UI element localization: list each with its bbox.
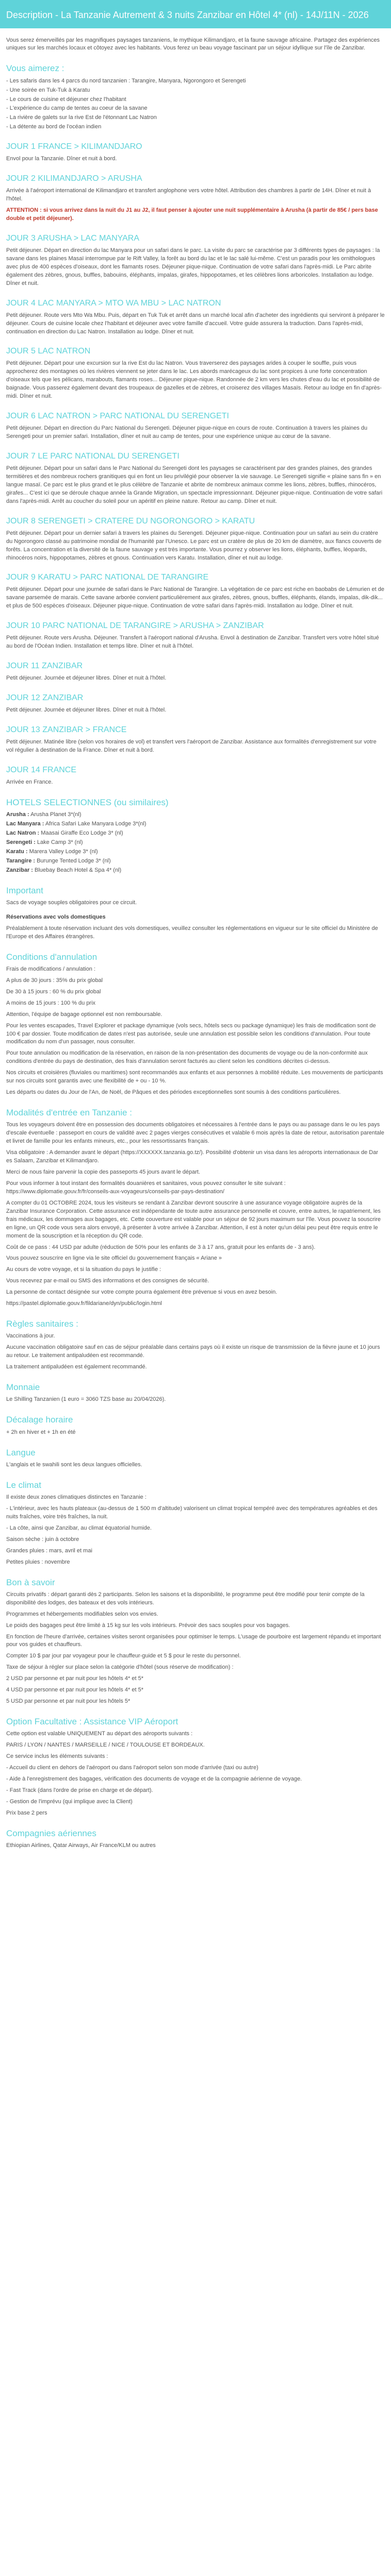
entry-paragraph: Visa obligatoire : A demander avant le départ (https://XXXXXX.tanzania.go.tz/). Possibilité d'obtenir un visa dans les aéroports internationaux de Dar es Salaam, Zanzibar et Kilimandjaro. [6, 1149, 378, 1164]
airlines-title: Compagnies aériennes [6, 1828, 96, 1838]
hotel-item [6, 839, 385, 847]
climate-title: Le climat [6, 1480, 42, 1490]
health-line: Vaccinations à jour. [6, 1333, 55, 1340]
vip-title: Option Facultative : Assistance VIP Aéroport [6, 1717, 178, 1727]
day-title: JOUR 2 KILIMANDJARO > ARUSHA [6, 174, 142, 183]
climate-paragraph: - L'intérieur, avec les hauts plateaux (au-dessus de 1 500 m d'altitude) valorisent un climat tropical tempéré avec des températures agréables et des nuits fraîches, voire très fraîches, la nuit. [6, 1505, 378, 1520]
day-text: Petit déjeuner. Route vers Arusha. Déjeuner. Transfert à l'aéroport national d'Arusha. Envol à destination de Zanzibar. Transfert vers votre hôtel situé au bord de l'Océan Indien. Installation et temps libre. Dîner et nuit à l'hôtel. [6, 635, 379, 650]
hotel-name: Arusha Planet 3*(nl) [30, 811, 82, 818]
conditions-paragraph: Pour toute annulation ou modification de la réservation, en raison de la non-présentation des documents de voyage ou de la non-conformité aux conditions d'entrée du pays de destination, des frais d'annulation seront facturés au client selon les conditions décrites ci-dessus. [6, 1050, 368, 1065]
day-text: Petit déjeuner. Journée et déjeuner libres. Dîner et nuit à l'hôtel. [6, 707, 167, 714]
hotel-item [6, 820, 385, 828]
hotel-location: Lac Manyara : [6, 821, 44, 827]
conditions-paragraph: Nos circuits et croisières (fluviales ou maritimes) sont recommandés aux enfants et aux personnes à mobilité réduite. Les mouvements de participants sur nos circuits sont garantis avec une flexibilité de + ou - 10 %. [6, 1070, 383, 1084]
day-title: JOUR 10 PARC NATIONAL DE TARANGIRE > ARUSHA > ZANZIBAR [6, 621, 264, 631]
page-header [0, 0, 391, 28]
advantage-item: - La détente au bord de l'océan indien [6, 124, 102, 130]
hotels-list [6, 811, 385, 875]
vip-paragraph: - Accueil du client en dehors de l'aéroport ou dans l'aéroport selon son mode d'arrivée (taxi ou autre) [6, 1765, 258, 1771]
day-title: JOUR 14 FRANCE [6, 765, 77, 774]
conditions-line: Frais de modifications / annulation : [6, 965, 96, 972]
day-title: JOUR 12 ZANZIBAR [6, 693, 84, 703]
day-text: Petit déjeuner. Départ en direction du lac Manyara pour un safari dans le parc. La visite du parc se caractérise par 3 différents types de paysages : la savane dans les plaines Masaï interrompue par le Rift Valley, la forêt au bord du lac et le lac salé lui-même. C'est un paradis pour les ornithologues avec plus de 400 espèces d'oiseaux, dont les flamants roses. Déjeuner pique-nique. Continuation de votre safari dans l'après-midi. Le Parc abrite également des zèbres, gnous, buffles, babouins, éléphants, impalas, girafes, hippopotames, et les célèbres lions arboricoles. Installation au lodge. Dîner et nuit. [6, 247, 380, 286]
entry-paragraph: Vous recevrez par e-mail ou SMS des informations et des consignes de sécurité. [6, 1278, 209, 1284]
tips-paragraph: 2 USD par personne et par nuit pour les hôtels 4* et 5* [6, 1675, 143, 1682]
conditions-paragraphs [6, 1022, 385, 1097]
vip-paragraph: - Gestion de l'imprévu (qui implique avec la Client) [6, 1798, 133, 1805]
language-title: Langue [6, 1447, 36, 1458]
advantage-item: - Une soirée en Tuk-Tuk à Karatu [6, 87, 90, 93]
entry-paragraph: Coût de ce pass : 44 USD par adulte (réduction de 50% pour les enfants de 3 à 17 ans, gratuit pour les enfants de - 3 ans). [6, 1244, 316, 1250]
hotel-item [6, 867, 385, 875]
tips-title: Bon à savoir [6, 1577, 55, 1587]
important-text: Sacs de voyage souples obligatoires pour ce circuit. [6, 899, 137, 906]
entry-paragraphs [6, 1121, 385, 1308]
hotel-item [6, 857, 385, 866]
day-title: JOUR 3 ARUSHA > LAC MANYARA [6, 233, 139, 243]
tips-paragraph: Circuits privatifs : départ garanti dès 2 participants. Selon les saisons et la disponibilité, le programme peut être modifié pour tenir compte de la disponibilité des lodges, des bateaux et des vols intérieurs. [6, 1591, 365, 1606]
day-text: Arrivée à l'aéroport international de Kilimandjaro et transfert anglophone vers votre hôtel. Attribution des chambres à partir de 14H. Dîner et nuit à l'hôtel. [6, 188, 371, 202]
conditions-line: A plus de 30 jours : 35% du prix global [6, 977, 103, 984]
vip-paragraph: - Aide à l'enregistrement des bagages, vérification des documents de voyage et de la compagnie aérienne de voyage. [6, 1776, 302, 1783]
health-title: Règles sanitaires : [6, 1319, 78, 1329]
entry-paragraph: Tous les voyageurs doivent être en possession des documents obligatoires et nécessaires à l'entrée dans le pays ou au passage dans le ou les pays d'escale éventuelle : passeport en cours de validité avec 2 pages vierges consécutives et valable 6 mois après la date de retour, autorisation parentale et livret de famille pour les enfants mineurs, etc., pour les ressortissants français. [6, 1122, 384, 1145]
page-title: Description - La Tanzanie Autrement & 3 nuits Zanzibar en Hôtel 4* (nl) - 14J/11N - 2026 [6, 10, 369, 20]
advantages-title: Vous aimerez : [6, 63, 64, 74]
hotel-name: Marera Valley Lodge 3* (nl) [29, 848, 98, 855]
health-line: Aucune vaccination obligatoire sauf en cas de séjour préalable dans certains pays où il existe un risque de transmission de la fièvre jaune et 10 jours au retour. Le traitement antipaludéen est recommandé. [6, 1344, 380, 1359]
vip-paragraph: Prix base 2 pers [6, 1809, 47, 1816]
day-title: JOUR 9 KARATU > PARC NATIONAL DE TARANGIRE [6, 573, 209, 582]
currency-text: Le Shilling Tanzanien (1 euro = 3060 TZS base au 20/04/2026). [6, 1396, 166, 1403]
conditions-line: A moins de 15 jours : 100 % du prix [6, 999, 96, 1006]
tips-paragraphs [6, 1591, 385, 1706]
conditions-paragraph: Pour les ventes escapades, Travel Explorer et package dynamique (vols secs, hôtels secs ou package dynamique) les frais de modification sont de 100 € par dossier. Toute modification de dates n'est pas autorisée, seule une annulation est possible selon les conditions d'annulation. Pour toute modification du nom d'un passager, nous consulter. [6, 1022, 376, 1045]
day-title: JOUR 13 ZANZIBAR > FRANCE [6, 725, 127, 734]
airlines-text: Ethiopian Airlines, Qatar Airways, Air France/KLM ou autres [6, 1842, 156, 1849]
day-title: JOUR 8 SERENGETI > CRATERE DU NGORONGORO > KARATU [6, 516, 255, 526]
day-text: Envol pour la Tanzanie. Dîner et nuit à bord. [6, 156, 117, 162]
intro-text: Vous serez émerveillés par les magnifiques paysages tanzaniens, le mythique Kilimandjaro, et la faune sauvage africaine. Partagez des expériences uniques sur les marchés locaux et côtoyez avec les habitants. Vous ferez un beau voyage fascinant par un séjour idyllique sur l'île de Zanzibar. [6, 37, 380, 52]
reservations-text: Préalablement à toute réservation incluant des vols domestiques, veuillez consulter les réglementations en vigueur sur le site officiel du Ministère de l'Europe et des Affaires étrangères. [6, 925, 378, 940]
day-text: Petit déjeuner. Départ pour un safari dans le Parc National du Serengeti dont les paysages se caractérisent par des grandes plaines, des grandes termitières et des nombreux rochers granitiques qui en font un lieu privilégié pour observer la vie sauvage. Le Serengeti signifie « plaine sans fin » en langue masaï. Ce parc est le plus grand et le plus célèbre de Tanzanie et abrite de nombreux animaux comme les lions, zèbres, buffles, rhinocéros, girafes... C'est ici que se déroule chaque année la Grande Migration, un spectacle impressionnant. Déjeuner pique-nique. Continuation de votre safari dans l'après-midi. Arrêt au coucher du soleil pour un apéritif en pleine nature. Retour au camp. Dîner et nuit. [6, 465, 383, 504]
day-text: Petit déjeuner. Départ pour une journée de safari dans le Parc National de Tarangire. La végétation de ce parc est riche en baobabs de Lémurien et de savane parsemée de marais. Cette savane arborée convient particulièrement aux girafes, zèbres, gnous, buffles, éléphants, élands, impalas, dik-dik... et plus de 500 espèces d'oiseaux. Déjeuner pique-nique. Continuation de votre safari dans l'après-midi. Installation au lodge. Dîner et nuit. [6, 586, 384, 609]
day-text: Petit déjeuner. Départ pour un dernier safari à travers les plaines du Serengeti. Déjeuner pique-nique. Continuation pour un safari au sein du cratère du Ngorongoro classé au patrimoine mondial de l'humanité par l'Unesco. Le parc est un cratère de plus de 20 km de diamètre, aux flancs couverts de forêts. La concentration et la diversité de la faune sauvage y est très importante. Vous pourrez y observer les lions, éléphants, buffles, léopards, rhinocéros noirs, hippopotames, zèbres et gnous. Continuation vers Karatu. Installation, dîner et nuit au lodge. [6, 530, 382, 561]
entry-paragraph: Au cours de votre voyage, et si la situation du pays le justifie : [6, 1266, 161, 1273]
entry-title: Modalités d'entrée en Tanzanie : [6, 1108, 132, 1118]
entry-paragraph: Merci de nous faire parvenir la copie des passeports 45 jours avant le départ. [6, 1169, 201, 1175]
hotel-location: Karatu : [6, 848, 28, 855]
conditions-line: De 30 à 15 jours : 60 % du prix global [6, 988, 101, 995]
tips-paragraph: En fonction de l'heure d'arrivée, certaines visites seront organisées pour optimiser le temps. L'usage de pourboire est largement répandu et important pour vos guides et chauffeurs. [6, 1633, 381, 1648]
hotels-title: HOTELS SELECTIONNES (ou similaires) [6, 797, 169, 807]
content [0, 28, 391, 1864]
climate-paragraph: Il existe deux zones climatiques distinctes en Tanzanie : [6, 1494, 146, 1500]
hotel-name: Lake Camp 3* (nl) [37, 839, 83, 845]
health-line: La traitement antipaludéen est également recommandé. [6, 1364, 147, 1370]
hotel-name: Maasai Giraffe Eco Lodge 3* (nl) [41, 829, 123, 836]
vip-paragraph: - Fast Track (dans l'ordre de prise en charge et de départ). [6, 1787, 153, 1793]
advantage-item: - La rivière de galets sur la rive Est de l'étonnant Lac Natron [6, 114, 157, 121]
advantage-item: - Le cours de cuisine et déjeuner chez l'habitant [6, 96, 126, 103]
vip-paragraphs [6, 1730, 385, 1818]
hotel-name: Bluebay Beach Hotel & Spa 4* (nl) [35, 867, 122, 873]
hotel-name: Burunge Tented Lodge 3* (nl) [37, 857, 111, 864]
hotel-location: Zanzibar : [6, 867, 33, 873]
hotel-item [6, 848, 385, 856]
day-title: JOUR 5 LAC NATRON [6, 347, 91, 356]
hotel-item [6, 829, 385, 838]
day-title: JOUR 7 LE PARC NATIONAL DU SERENGETI [6, 452, 180, 461]
day-title: JOUR 4 LAC MANYARA > MTO WA MBU > LAC NATRON [6, 298, 221, 308]
hotel-location: Serengeti : [6, 839, 36, 845]
tips-paragraph: Compter 10 $ par jour par voyageur pour le chauffeur-guide et 5 $ pour le reste du personnel. [6, 1653, 241, 1659]
tips-paragraph: Taxe de séjour à régler sur place selon la catégorie d'hôtel (sous réserve de modification) : [6, 1664, 234, 1671]
advantages-list [6, 77, 385, 132]
advantage-item: - L'expérience du camp de tentes au coeur de la savane [6, 105, 148, 112]
day-title: JOUR 6 LAC NATRON > PARC NATIONAL DU SERENGETI [6, 412, 229, 421]
conditions-title: Conditions d'annulation [6, 952, 97, 962]
vip-paragraph: Ce service inclus les éléments suivants : [6, 1753, 108, 1760]
day-text: Petit déjeuner. Journée et déjeuner libres. Dîner et nuit à l'hôtel. [6, 675, 167, 682]
conditions-paragraph: Les départs ou dates du Jour de l'An, de Noël, de Pâques et des périodes exceptionnelles sont soumis à des conditions particulières. [6, 1089, 341, 1096]
hotel-location: Lac Natron : [6, 829, 40, 836]
reservations-title: Réservations avec vols domestiques [6, 913, 106, 920]
day-text: Petit déjeuner. Départ pour une excursion sur la rive Est du lac Natron. Vous traverserez des paysages arides à couper le souffle, puis vous approcherez des montagnes où les rivières viennent se jeter dans le lac. Les abords marécageux du lac sont propices à une forte concentration d'oiseaux tels que les pélicans, marabouts, flamants roses... Déjeuner pique-nique. Randonnée de 2 km vers les chutes d'eau du lac et possibilité de baignade. Vous passerez également devant des troupeaux de gazelles et de zèbres, et croiserez des villages Masaïs. Retour au lodge en fin d'après-midi. Dîner et nuit. [6, 360, 382, 400]
vip-paragraph: Cette option est valable UNIQUEMENT au départ des aéroports suivants : [6, 1731, 193, 1737]
tips-paragraph: 5 USD par personne et par nuit pour les hôtels 5* [6, 1698, 131, 1705]
entry-paragraph: Vous pouvez souscrire en ligne via le site officiel du gouvernement français « Ariane » [6, 1255, 222, 1262]
currency-title: Monnaie [6, 1382, 40, 1393]
climate-paragraph: Petites pluies : novembre [6, 1558, 70, 1565]
conditions-line: Attention, l'équipe de bagage optionnel est non remboursable. [6, 1011, 162, 1018]
timezone-text: + 2h en hiver et + 1h en été [6, 1429, 76, 1435]
day-text: Petit déjeuner. Départ en direction du Parc National du Serengeti. Déjeuner pique-nique en cours de route. Continuation à travers les plaines du Serengeti pour un premier safari. Installation, dîner et nuit au camp de tentes, pour une expérience unique au cœur de la savane. [6, 425, 368, 440]
hotel-location: Arusha : [6, 811, 29, 818]
entry-paragraph: Pour vous informer à tout instant des formalités douanières et sanitaires, vous pouvez consulter le site suivant : https://www.diplomatie.gouv.fr/fr/conseils-aux-voyageurs/conseils-par-pays-destination/ [6, 1180, 286, 1195]
day-text: Petit déjeuner. Matinée libre (selon vos horaires de vol) et transfert vers l'aéroport de Zanzibar. Assistance aux formalités d'enregistrement sur votre vol régulier à destination de la France. Dîner et nuit à bord. [6, 739, 377, 753]
day-warning: ATTENTION : si vous arrivez dans la nuit du J1 au J2, il faut penser à ajouter une nuit supplémentaire à Arusha (à partir de 85€ / pers base double et petit déjeuner). [6, 207, 378, 222]
conditions-lines [6, 965, 385, 1019]
climate-paragraph: Saison sèche : juin à octobre [6, 1536, 79, 1543]
advantage-item: - Les safaris dans les 4 parcs du nord tanzanien : Tarangire, Manyara, Ngorongoro et Serengeti [6, 77, 246, 84]
itinerary [6, 142, 385, 787]
important-title: Important [6, 885, 43, 895]
timezone-title: Décalage horaire [6, 1415, 73, 1425]
hotel-item [6, 811, 385, 819]
entry-paragraph: La personne de contact désignée sur votre compte pourra également être prévenue si vous en avez besoin. [6, 1289, 278, 1296]
health-lines [6, 1332, 385, 1371]
tips-paragraph: 4 USD par personne et par nuit pour les hôtels 4* et 5* [6, 1687, 143, 1693]
day-title: JOUR 11 ZANZIBAR [6, 662, 83, 671]
day-text: Petit déjeuner. Route vers Mto Wa Mbu. Puis, départ en Tuk Tuk et arrêt dans un marché local afin d'acheter des ingrédients qui serviront à préparer le déjeuner. Cours de cuisine locale chez l'habitant et déjeuner avec votre famille d'accueil. Votre guide assurera la traduction. Dans l'après-midi, continuation en direction du Lac Natron. Installation au lodge. Dîner et nuit. [6, 312, 385, 335]
climate-paragraph: Grandes pluies : mars, avril et mai [6, 1547, 92, 1554]
vip-paragraph: PARIS / LYON / NANTES / MARSEILLE / NICE / TOULOUSE ET BORDEAUX. [6, 1742, 205, 1749]
entry-paragraph: A compter du 01 OCTOBRE 2024, tous les visiteurs se rendant à Zanzibar devront souscrire à une assurance voyage obligatoire auprès de la Zanzibar Insurance Corporation. Cette assurance est indépendante de toute autre assurance personnelle et couvre, entre autres, le rapatriement, les frais médicaux, les dommages aux bagages, etc. Cette couverture est valable pour un séjour de 92 jours maximum sur l'île. Vous pouvez la souscrire en ligne, un QR code vous sera alors envoyé, à présenter à votre arrivée à Zanzibar. Attention, il est à noter qu'un délai peu peut être requis entre le moment de la souscription et la réception du QR code. [6, 1199, 381, 1239]
language-text: L'anglais et le swahili sont les deux langues officielles. [6, 1461, 142, 1468]
entry-paragraph: https://pastel.diplomatie.gouv.fr/fildariane/dyn/public/login.html [6, 1300, 162, 1307]
day-title: JOUR 1 FRANCE > KILIMANDJARO [6, 142, 142, 151]
tips-paragraph: Le poids des bagages peut être limité à 15 kg sur les vols intérieurs. Prévoir des sacs souples pour vos bagages. [6, 1622, 290, 1629]
climate-paragraph: - La côte, ainsi que Zanzibar, au climat équatorial humide. [6, 1524, 152, 1531]
day-text: Arrivée en France. [6, 778, 53, 785]
climate-paragraphs [6, 1494, 385, 1567]
hotel-name: Africa Safari Lake Manyara Lodge 3*(nl) [45, 821, 146, 827]
tips-paragraph: Programmes et hébergements modifiables selon vos envies. [6, 1611, 158, 1617]
hotel-location: Tarangire : [6, 857, 36, 864]
